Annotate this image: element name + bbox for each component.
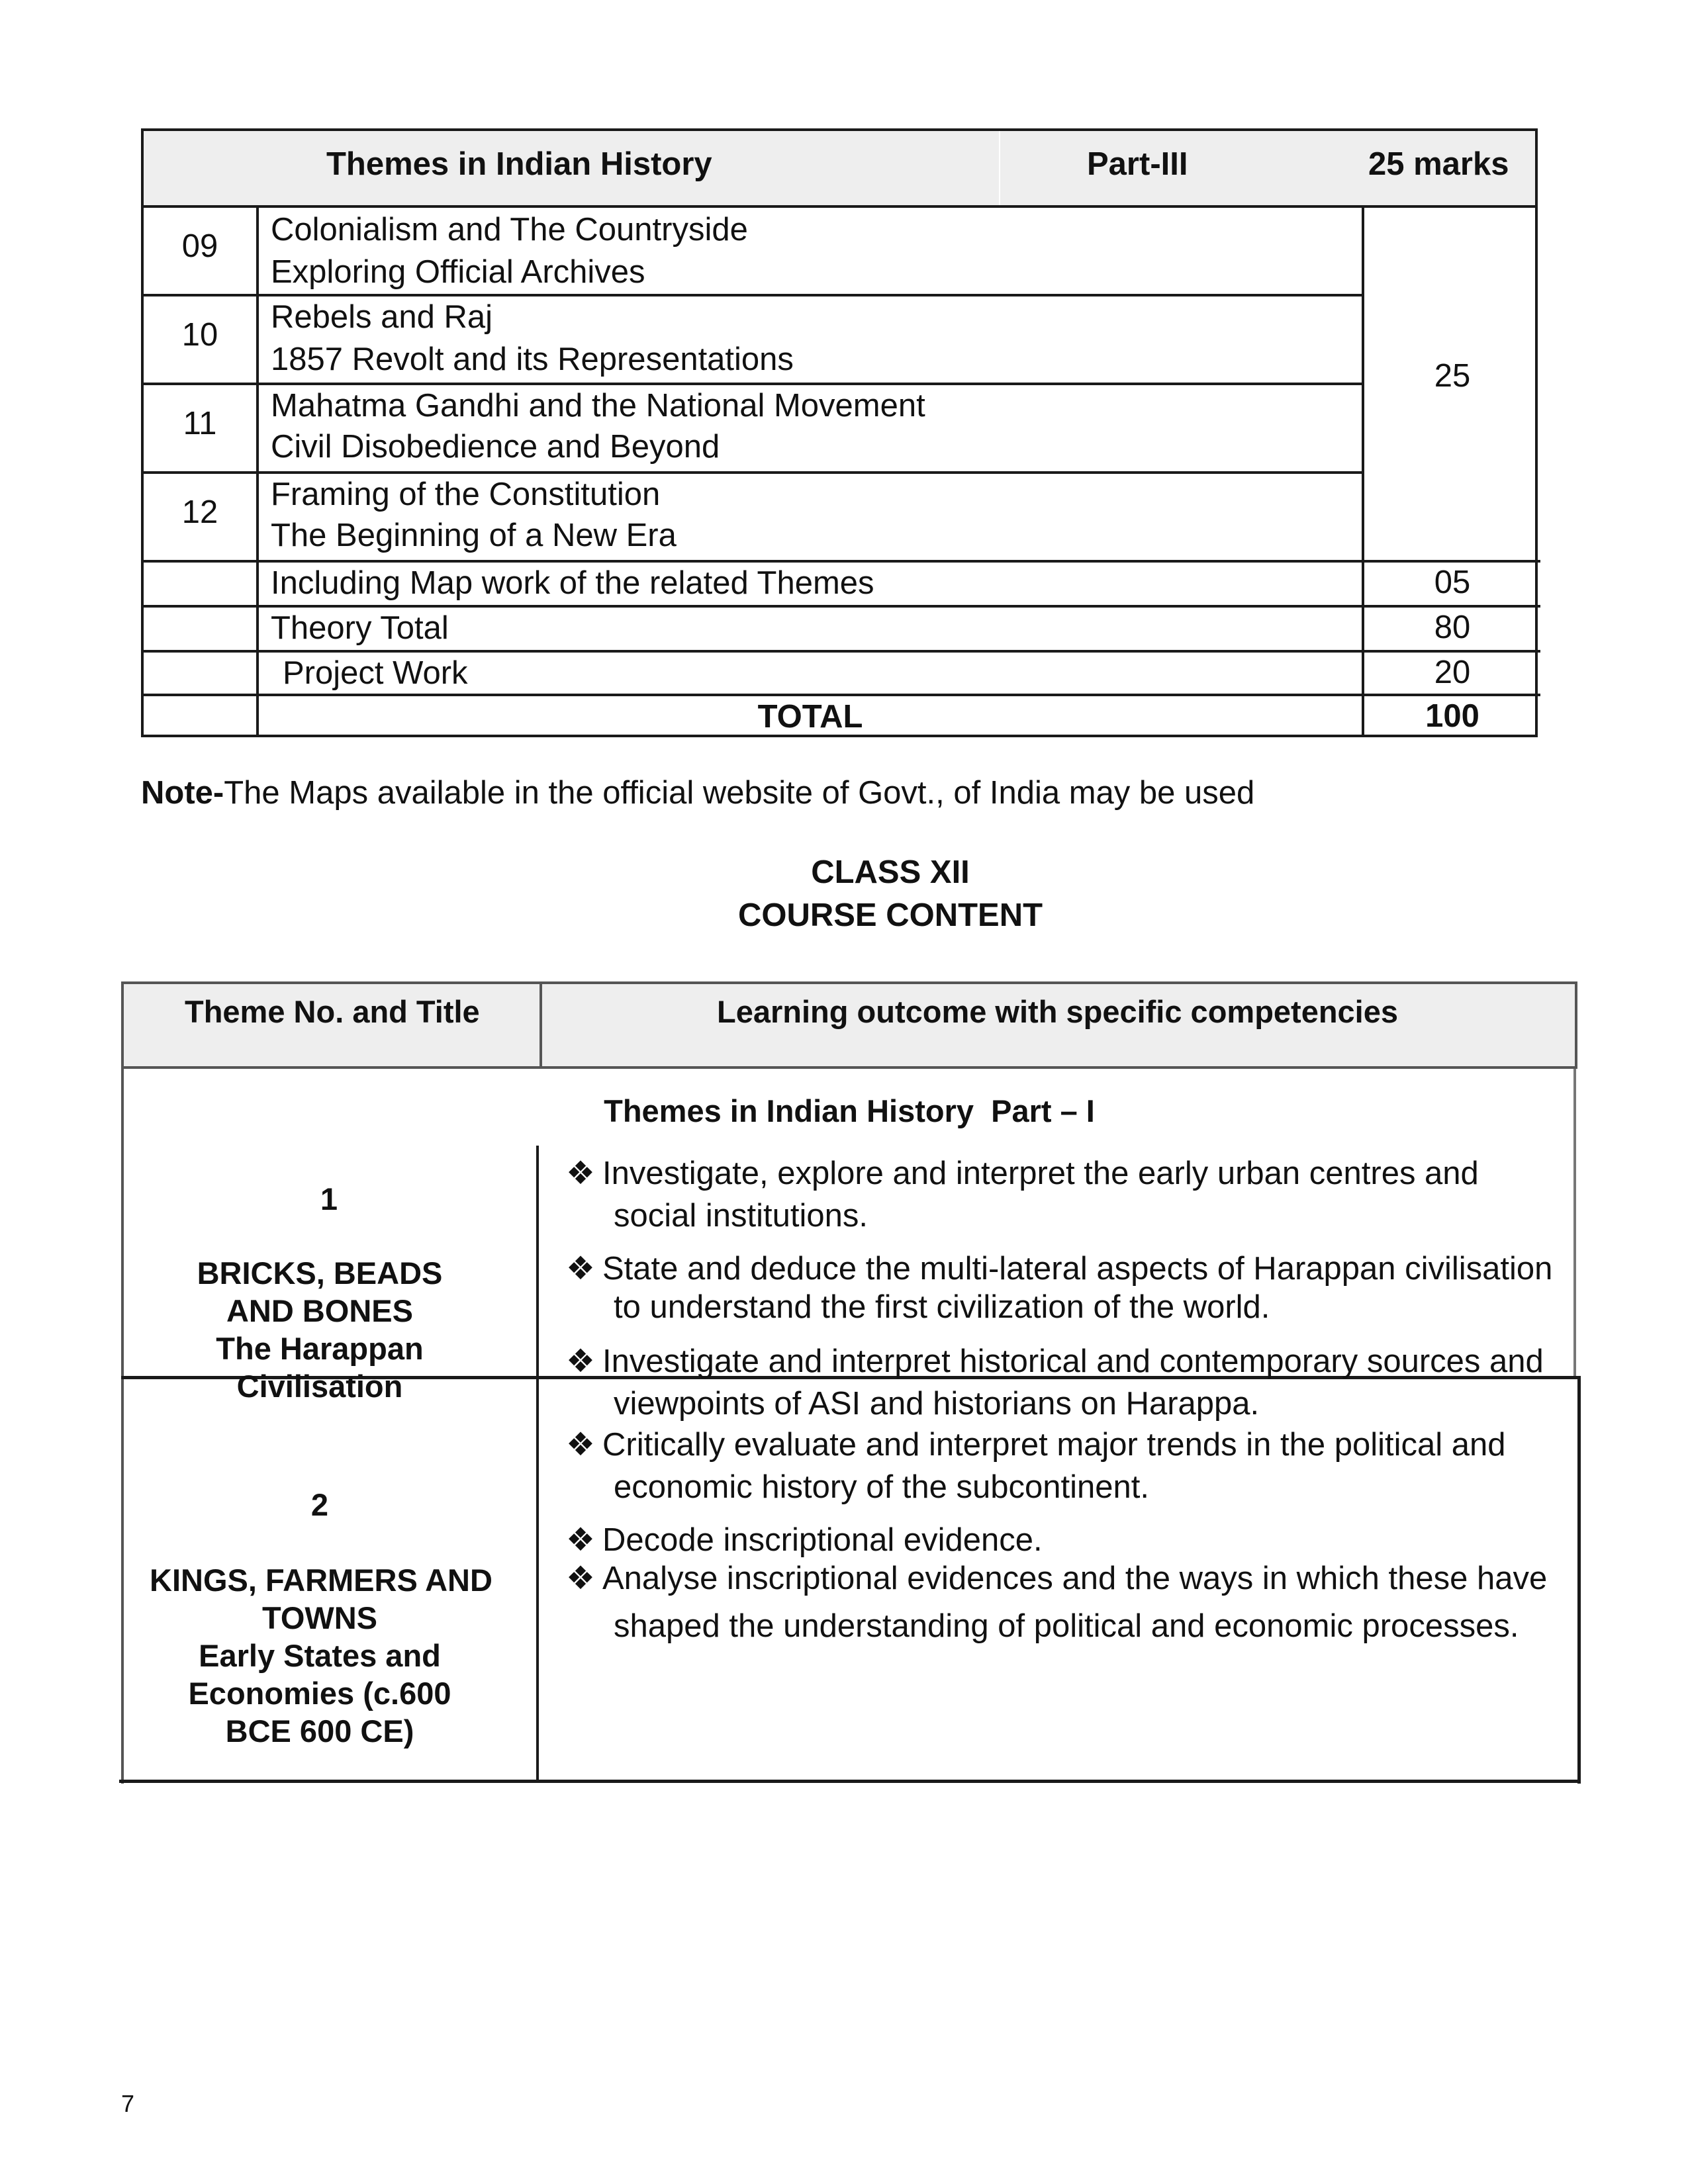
row-subtitle: The Beginning of a New Era xyxy=(271,518,677,553)
row-number: 12 xyxy=(181,494,218,530)
outcome-item: ❖ State and deduce the multi-lateral aspects of Harappan civilisation to understand the first civilization of the world. xyxy=(566,1248,1552,1328)
theme-1-title-line: Civilisation xyxy=(236,1369,403,1404)
course-table-header xyxy=(121,981,1577,1069)
outcome-item: ❖ Investigate, explore and interpret the early urban centres and social institutions. xyxy=(566,1152,1479,1237)
row-number: 09 xyxy=(181,228,218,264)
note xyxy=(141,774,1254,811)
header-part: Part-III xyxy=(1087,146,1188,182)
marks-table xyxy=(141,128,1538,737)
total-label: TOTAL xyxy=(757,699,863,735)
theme-2-title-line: BCE 600 CE) xyxy=(225,1713,414,1749)
col-theme-header: Theme No. and Title xyxy=(185,994,480,1029)
theme-2-title-line: Early States and xyxy=(199,1638,441,1673)
note-label: Note- xyxy=(141,775,224,811)
row-title: Colonialism and The Countryside xyxy=(271,212,748,248)
bullet-icon: ❖ xyxy=(566,1251,595,1287)
class-heading: CLASS XII xyxy=(811,854,970,890)
group-marks: 25 xyxy=(1434,358,1471,394)
theme-1-title-line: The Harappan xyxy=(216,1331,424,1366)
theory-total-label: Theory Total xyxy=(271,610,449,646)
row-number: 10 xyxy=(181,317,218,353)
course-table xyxy=(121,981,1577,1784)
theme-2-number: 2 xyxy=(310,1487,329,1522)
theme-2-title-line: KINGS, FARMERS AND xyxy=(150,1563,492,1598)
bullet-icon: ❖ xyxy=(566,1343,595,1379)
page-number: 7 xyxy=(121,2090,135,2117)
total-marks: 100 xyxy=(1425,698,1479,734)
row-number: 11 xyxy=(183,406,217,441)
bullet-icon: ❖ xyxy=(566,1427,595,1463)
row-title: Framing of the Constitution xyxy=(271,477,661,512)
project-work-marks: 20 xyxy=(1434,655,1471,690)
theme-2-title-line: TOWNS xyxy=(261,1600,378,1635)
row-subtitle: Exploring Official Archives xyxy=(271,254,645,290)
header-marks: 25 marks xyxy=(1368,146,1509,182)
theme-1-title-line: AND BONES xyxy=(226,1293,414,1328)
theory-total-marks: 80 xyxy=(1434,610,1471,645)
marks-table-header xyxy=(144,131,1535,208)
row-title: Mahatma Gandhi and the National Movement xyxy=(271,388,925,424)
outcome-item: ❖ Investigate and interpret historical and contemporary sources and viewpoints of ASI and historians on Harappa. xyxy=(566,1340,1544,1425)
section-title: Themes in Indian History Part – I xyxy=(604,1093,1095,1128)
course-heading: COURSE CONTENT xyxy=(737,897,1043,933)
theme-1-title-line: BRICKS, BEADS xyxy=(197,1255,443,1291)
outcome-item: ❖ Decode inscriptional evidence. xyxy=(566,1519,1043,1561)
bullet-icon: ❖ xyxy=(566,1561,595,1596)
theme-1-number: 1 xyxy=(320,1181,338,1216)
theme-2-title-line: Economies (c.600 xyxy=(188,1676,451,1711)
project-work-label: Project Work xyxy=(283,655,468,691)
outcome-item: ❖ Analyse inscriptional evidences and the ways in which these have shaped the understanding of political and economic processes. xyxy=(566,1557,1547,1647)
note-text: The Maps available in the official website of Govt., of India may be used xyxy=(224,775,1255,811)
map-work-marks: 05 xyxy=(1434,565,1471,600)
row-subtitle: Civil Disobedience and Beyond xyxy=(271,429,720,465)
header-title: Themes in Indian History xyxy=(326,146,712,182)
map-work-label: Including Map work of the related Themes xyxy=(271,565,874,601)
row-subtitle: 1857 Revolt and its Representations xyxy=(271,341,794,377)
col-outcome-header: Learning outcome with specific competencies xyxy=(717,994,1399,1029)
row-title: Rebels and Raj xyxy=(271,299,493,335)
bullet-icon: ❖ xyxy=(566,1522,595,1558)
outcome-item: ❖ Critically evaluate and interpret major trends in the political and economic history of the subcontinent. xyxy=(566,1424,1506,1508)
bullet-icon: ❖ xyxy=(566,1156,595,1191)
